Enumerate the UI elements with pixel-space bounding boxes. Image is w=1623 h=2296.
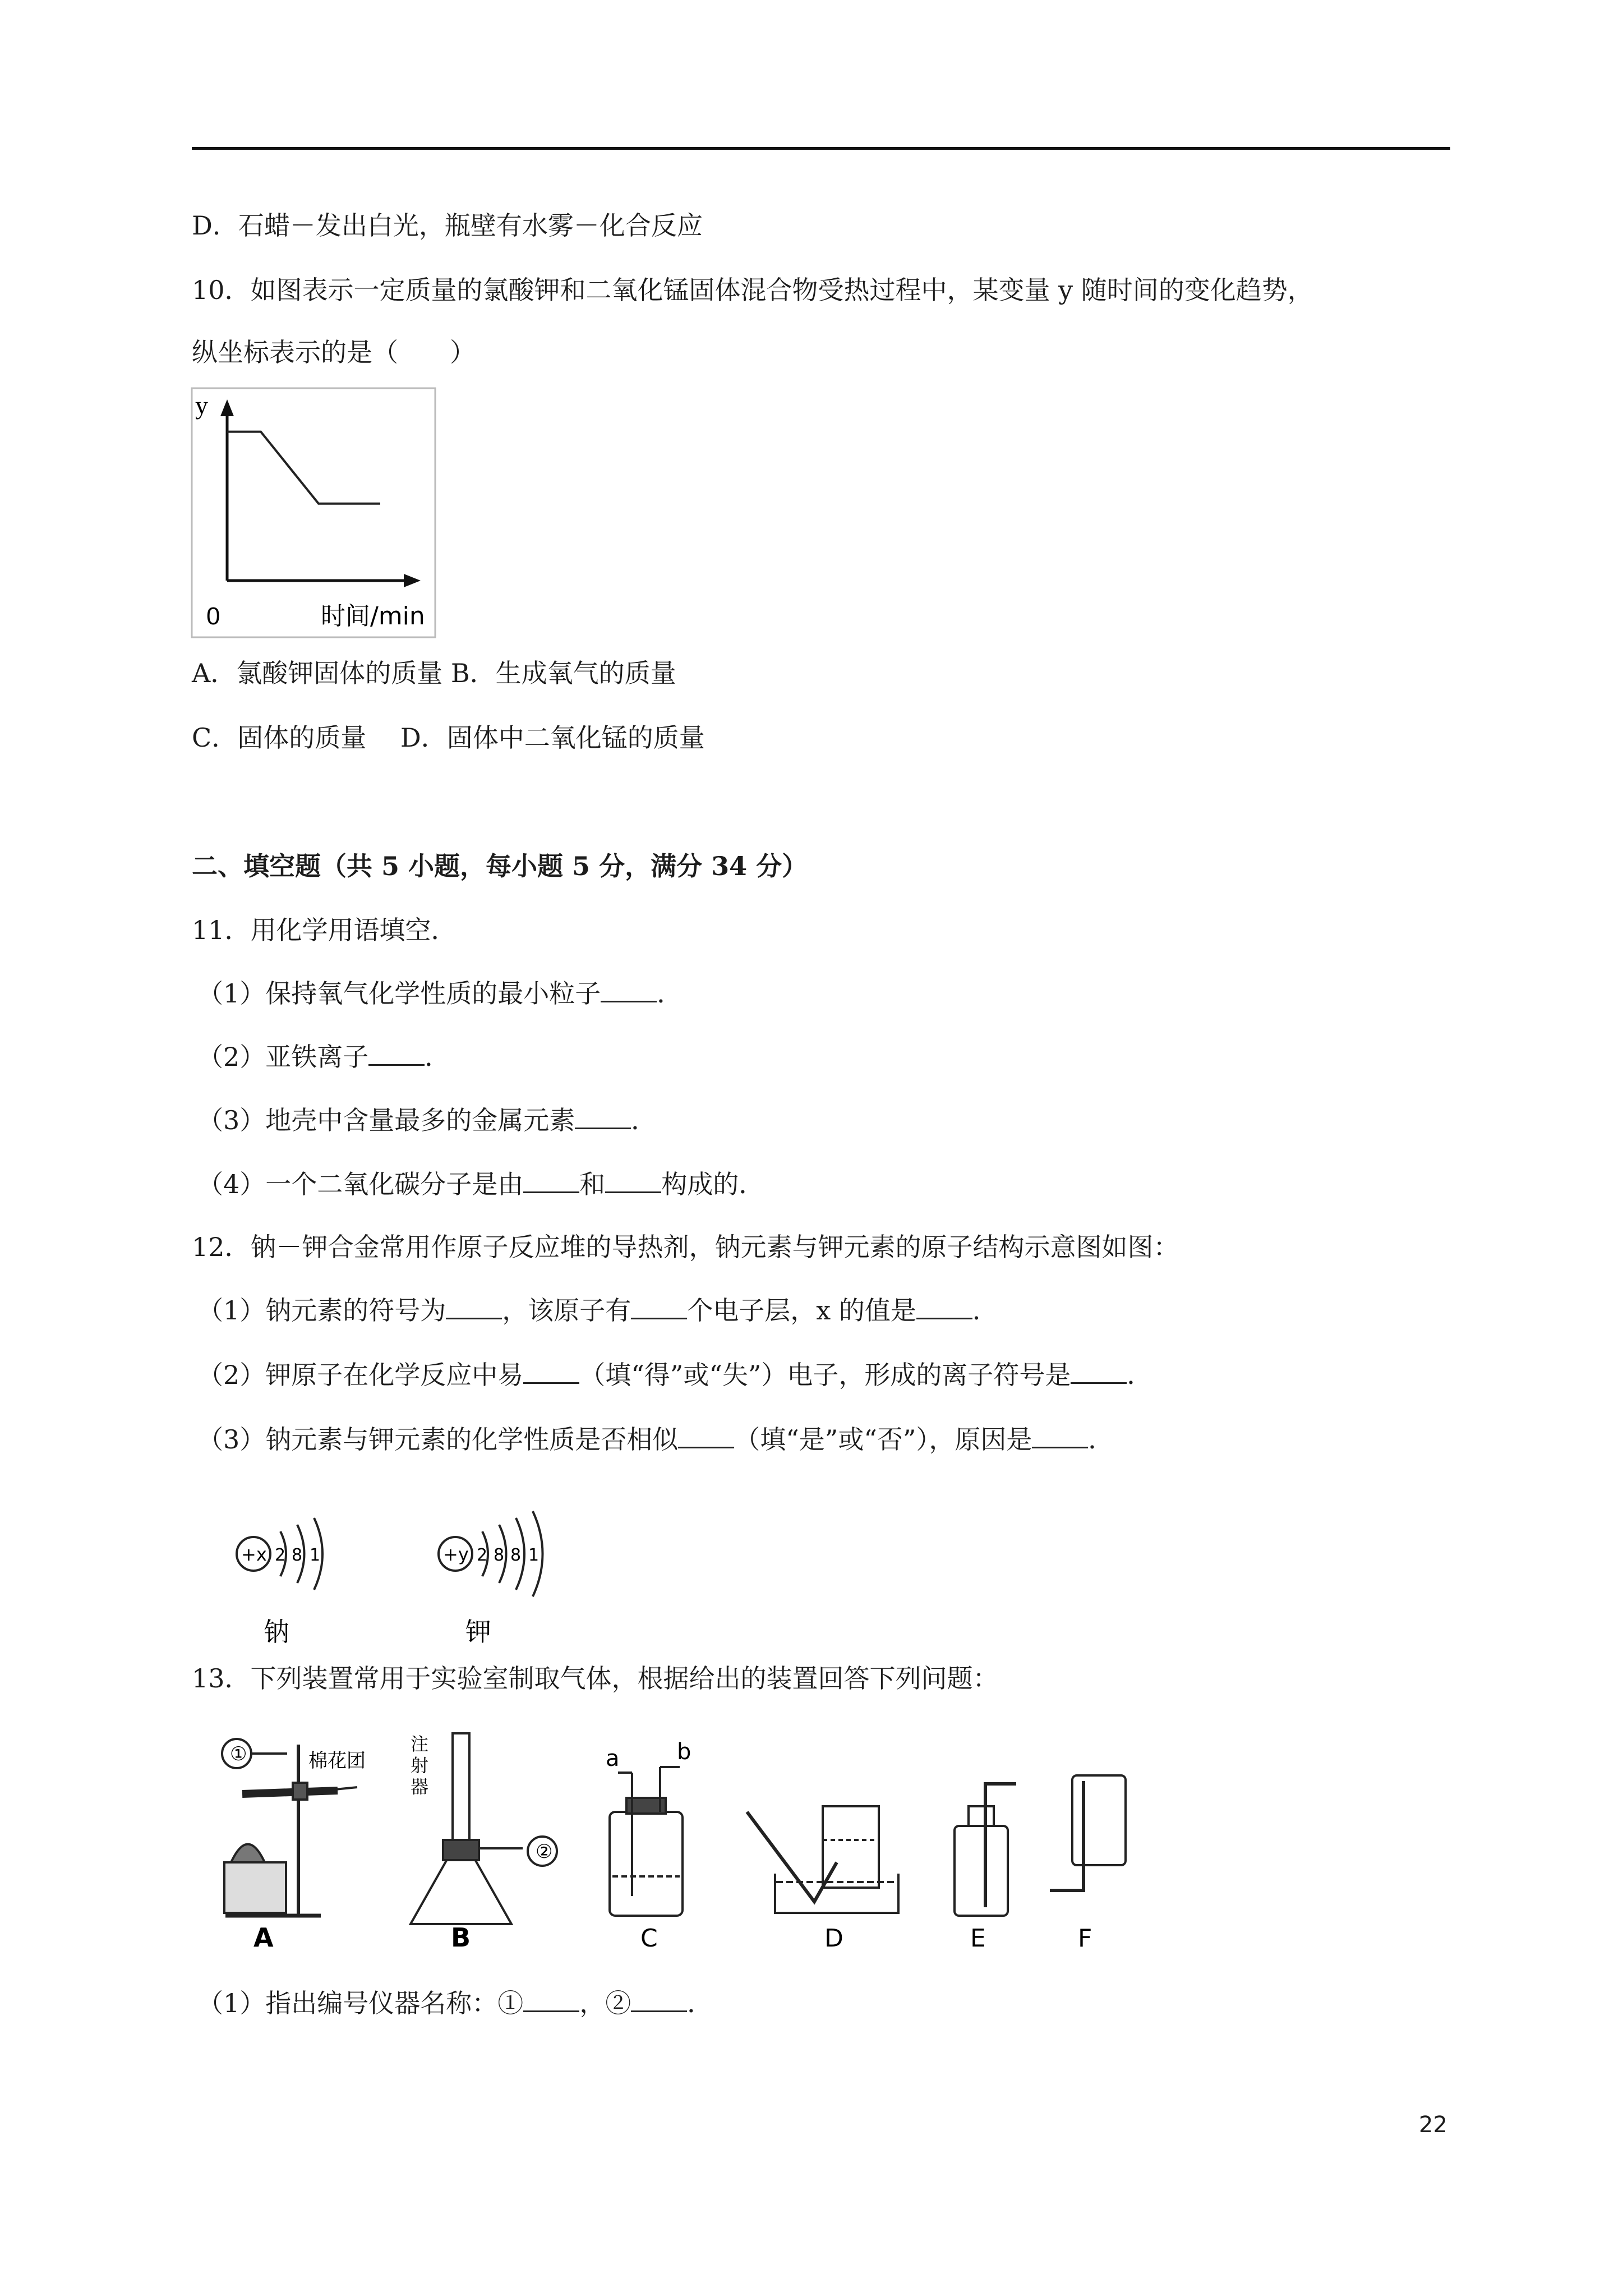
na-shell-3-electrons: 1 <box>310 1545 321 1565</box>
syringe-label-2: 射 <box>411 1755 429 1776</box>
potassium-atom <box>439 1511 543 1647</box>
sodium-atom <box>237 1518 322 1647</box>
delivery-tube-f <box>1050 1781 1083 1890</box>
data-line <box>227 432 380 504</box>
syringe-label-1: 注 <box>411 1733 429 1755</box>
answer-blank[interactable] <box>523 1167 579 1193</box>
na-shell-2-electrons: 8 <box>292 1545 303 1565</box>
clamp <box>293 1783 307 1800</box>
alcohol-lamp <box>224 1862 286 1913</box>
k-shell-3-electrons: 8 <box>510 1545 522 1565</box>
test-tube <box>242 1791 338 1794</box>
section2-heading: 二、填空题（共 5 小题，每小题 5 分，满分 34 分） <box>192 851 808 881</box>
label-d: D <box>824 1924 843 1952</box>
q12-part3: （3）钠元素与钾元素的化学性质是否相似 （填“是”或“否”），原因是 ． <box>197 1422 1114 1456</box>
q13-part1: （1）指出编号仪器名称：① ，② ． <box>197 1986 713 2020</box>
answer-blank[interactable] <box>446 1293 502 1319</box>
bottle-c <box>610 1812 683 1916</box>
page-number: 22 <box>1419 2112 1447 2138</box>
q13-stem: 13．下列装置常用于实验室制取气体，根据给出的装置回答下列问题： <box>192 1663 999 1694</box>
q12-part1: （1）钠元素的符号为 ，该原子有 个电子层，x 的值是 ． <box>197 1293 998 1327</box>
syringe <box>453 1733 469 1840</box>
q11-part2: （2）亚铁离子 ． <box>197 1039 450 1074</box>
x-axis-label: 时间/min <box>321 602 425 631</box>
x-axis-arrow <box>404 574 421 587</box>
answer-blank[interactable] <box>368 1039 425 1066</box>
q11-part1: （1）保持氧气化学性质的最小粒子 ． <box>197 976 683 1010</box>
q10-options-cd: C．固体的质量 D．固体中二氧化锰的质量 <box>192 723 705 753</box>
conical-flask <box>411 1860 511 1924</box>
q10-stem-line2: 纵坐标表示的是（ ） <box>192 337 476 367</box>
answer-blank[interactable] <box>523 1986 579 2012</box>
q10-graph <box>191 387 437 639</box>
header-rule <box>192 147 1450 150</box>
alcohol-lamp-flame <box>231 1844 265 1863</box>
y-axis-label: y <box>195 391 208 420</box>
q9-option-d: D．石蜡－发出白光，瓶壁有水雾－化合反应 <box>192 210 703 241</box>
apparatus-e <box>955 1784 1016 1916</box>
mark-2: ② <box>536 1841 553 1863</box>
answer-blank[interactable] <box>1032 1422 1088 1448</box>
na-shell-1-electrons: 2 <box>275 1545 286 1565</box>
syringe-label-3: 器 <box>411 1776 429 1797</box>
apparatus-b <box>411 1733 557 1924</box>
answer-blank[interactable] <box>631 1986 687 2012</box>
apparatus-d <box>747 1806 898 1913</box>
answer-blank[interactable] <box>601 976 657 1002</box>
answer-blank[interactable] <box>605 1167 661 1193</box>
q13-apparatus-figure <box>209 1728 1190 1952</box>
answer-blank[interactable] <box>523 1358 579 1384</box>
port-b: b <box>677 1739 691 1765</box>
q12-stem: 12．钠－钾合金常用作原子反应堆的导热剂，钠元素与钾元素的原子结构示意图如图： <box>192 1232 1179 1262</box>
q10-stem-line1: 10．如图表示一定质量的氯酸钾和二氧化锰固体混合物受热过程中，某变量 y 随时间的变化趋势， <box>192 275 1313 305</box>
port-a: a <box>606 1746 620 1772</box>
answer-blank[interactable] <box>1071 1358 1127 1384</box>
answer-blank[interactable] <box>575 1103 631 1129</box>
q11-part4: （4）一个二氧化碳分子是由 和 构成的． <box>197 1167 764 1201</box>
label-e: E <box>970 1924 986 1952</box>
q11-stem: 11．用化学用语填空． <box>192 915 457 945</box>
label-f: F <box>1078 1924 1092 1952</box>
delivery-tube-e <box>985 1784 1016 1907</box>
q11-part3: （3）地壳中含量最多的金属元素 ． <box>197 1103 657 1137</box>
answer-blank[interactable] <box>916 1293 972 1319</box>
y-axis-arrow <box>220 399 234 416</box>
stopper <box>443 1840 479 1860</box>
answer-blank[interactable] <box>678 1422 734 1448</box>
label-c: C <box>640 1924 658 1952</box>
q12-atom-diagram <box>213 1492 594 1655</box>
k-shell-4-electrons: 1 <box>528 1545 540 1565</box>
origin-label: 0 <box>206 602 220 630</box>
k-shell-1-electrons: 2 <box>477 1545 488 1565</box>
na-label: 钠 <box>264 1617 289 1647</box>
mark-1: ① <box>230 1743 247 1765</box>
bottle-f <box>1072 1775 1126 1865</box>
answer-blank[interactable] <box>631 1293 687 1319</box>
q10-options-ab: A．氯酸钾固体的质量 B．生成氧气的质量 <box>192 658 676 688</box>
bottle-e <box>955 1826 1008 1916</box>
k-label: 钾 <box>465 1617 491 1647</box>
label-a: A <box>253 1922 274 1952</box>
q12-part2: （2）钾原子在化学反应中易 （填“得”或“失”）电子，形成的离子符号是 ． <box>197 1358 1152 1392</box>
label-b: B <box>451 1922 471 1952</box>
cotton-label: 棉花团 <box>308 1750 366 1772</box>
na-nucleus-charge: +x <box>241 1544 267 1565</box>
k-nucleus-charge: +y <box>443 1544 469 1565</box>
k-shell-2-electrons: 8 <box>494 1545 505 1565</box>
apparatus-c <box>610 1767 683 1916</box>
apparatus-f <box>1050 1775 1126 1890</box>
